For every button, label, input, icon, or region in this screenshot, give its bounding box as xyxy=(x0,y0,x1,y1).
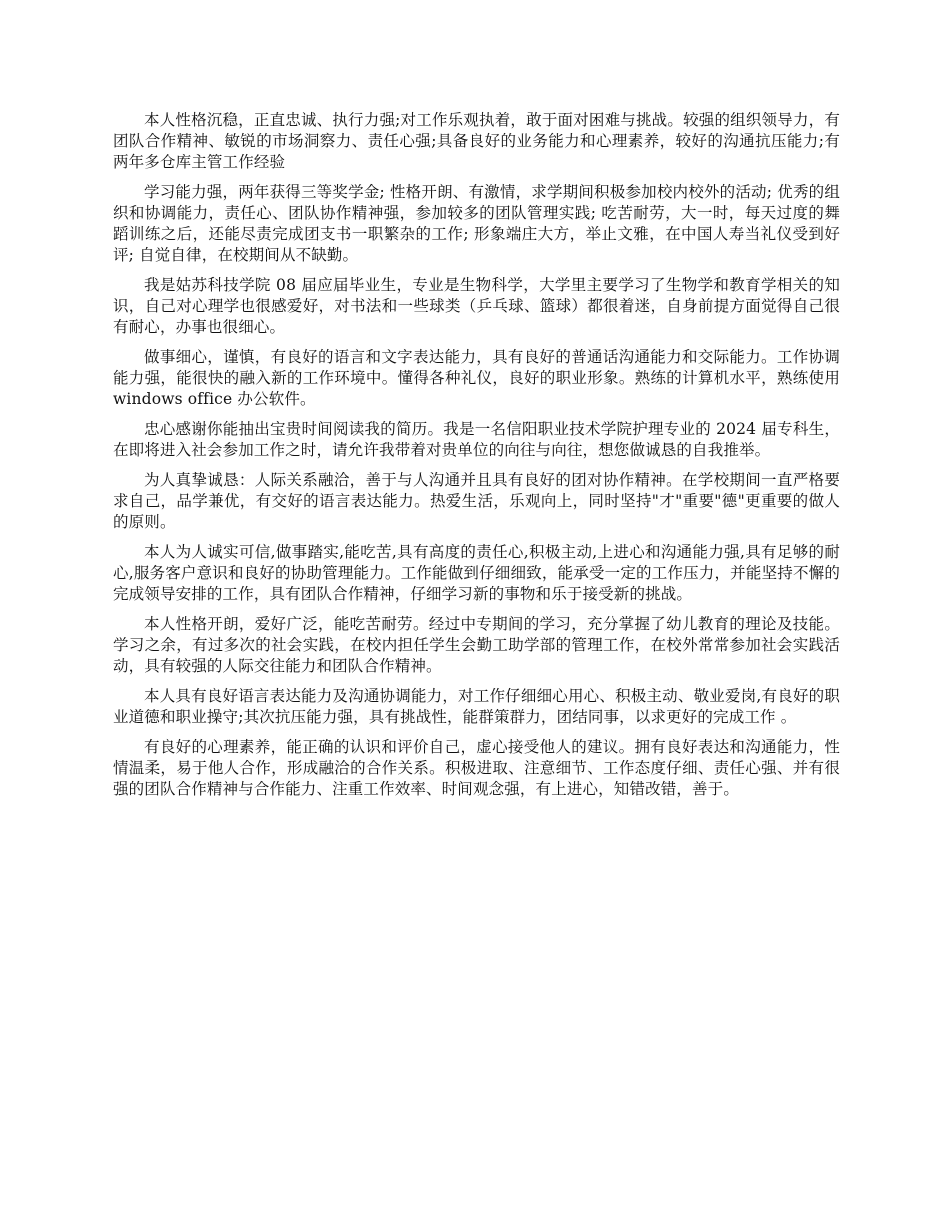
paragraph: 忠心感谢你能抽出宝贵时间阅读我的简历。我是一名信阳职业技术学院护理专业的 2024 届专科生，在即将进入社会参加工作之时，请允许我带着对贵单位的向往与向往，想您做诚恳的自我推举。 xyxy=(113,420,840,459)
paragraph: 本人性格沉稳，正直忠诚、执行力强;对工作乐观执着，敢于面对困难与挑战。较强的组织领导力，有团队合作精神、敏锐的市场洞察力、责任心强;具备良好的业务能力和心理素养，较好的沟通抗压能力;有两年多仓库主管工作经验 xyxy=(113,111,840,171)
paragraph: 有良好的心理素养，能正确的认识和评价自己，虚心接受他人的建议。拥有良好表达和沟通能力，性情温柔，易于他人合作，形成融洽的合作关系。积极进取、注意细节、工作态度仔细、责任心强、并有很强的团队合作精神与合作能力、注重工作效率、时间观念强，有上进心，知错改错，善于。 xyxy=(113,738,840,798)
paragraph: 学习能力强，两年获得三等奖学金; 性格开朗、有激情，求学期间积极参加校内校外的活动; 优秀的组织和协调能力，责任心、团队协作精神强，参加较多的团队管理实践; 吃苦耐劳，大一时，每天过度的舞蹈训练之后，还能尽责完成团支书一职繁杂的工作; 形象端庄大方，举止文雅，在中国人寿当礼仪受到好评; 自觉自律，在校期间从不缺勤。 xyxy=(113,183,840,264)
paragraph: 本人为人诚实可信,做事踏实,能吃苦,具有高度的责任心,积极主动,上进心和沟通能力强,具有足够的耐心,服务客户意识和良好的协助管理能力。工作能做到仔细细致，能承受一定的工作压力，并能坚持不懈的完成领导安排的工作，具有团队合作精神，仔细学习新的事物和乐于接受新的挑战。 xyxy=(113,543,840,603)
paragraph: 我是姑苏科技学院 08 届应届毕业生，专业是生物科学，大学里主要学习了生物学和教育学相关的知识，自己对心理学也很感爱好，对书法和一些球类（乒乓球、篮球）都很着迷，自身前提方面觉得自己很有耐心，办事也很细心。 xyxy=(113,276,840,336)
paragraph: 做事细心，谨慎，有良好的语言和文字表达能力，具有良好的普通话沟通能力和交际能力。工作协调能力强，能很快的融入新的工作环境中。懂得各种礼仪，良好的职业形象。熟练的计算机水平，熟练使用 windows office 办公软件。 xyxy=(113,348,840,408)
paragraph: 本人具有良好语言表达能力及沟通协调能力，对工作仔细细心用心、积极主动、敬业爱岗,有良好的职业道德和职业操守;其次抗压能力强，具有挑战性，能群策群力，团结同事，以求更好的完成工作 。 xyxy=(113,687,840,726)
paragraph: 本人性格开朗，爱好广泛，能吃苦耐劳。经过中专期间的学习，充分掌握了幼儿教育的理论及技能。学习之余，有过多次的社会实践，在校内担任学生会勤工助学部的管理工作，在校外常常参加社会实践活动，具有较强的人际交往能力和团队合作精神。 xyxy=(113,615,840,675)
document-body xyxy=(113,110,840,809)
paragraph: 为人真挚诚恳：人际关系融洽，善于与人沟通并且具有良好的团对协作精神。在学校期间一直严格要求自己，品学兼优，有交好的语言表达能力。热爱生活，乐观向上，同时坚持"才"重要"德"更重要的做人的原则。 xyxy=(113,471,840,531)
